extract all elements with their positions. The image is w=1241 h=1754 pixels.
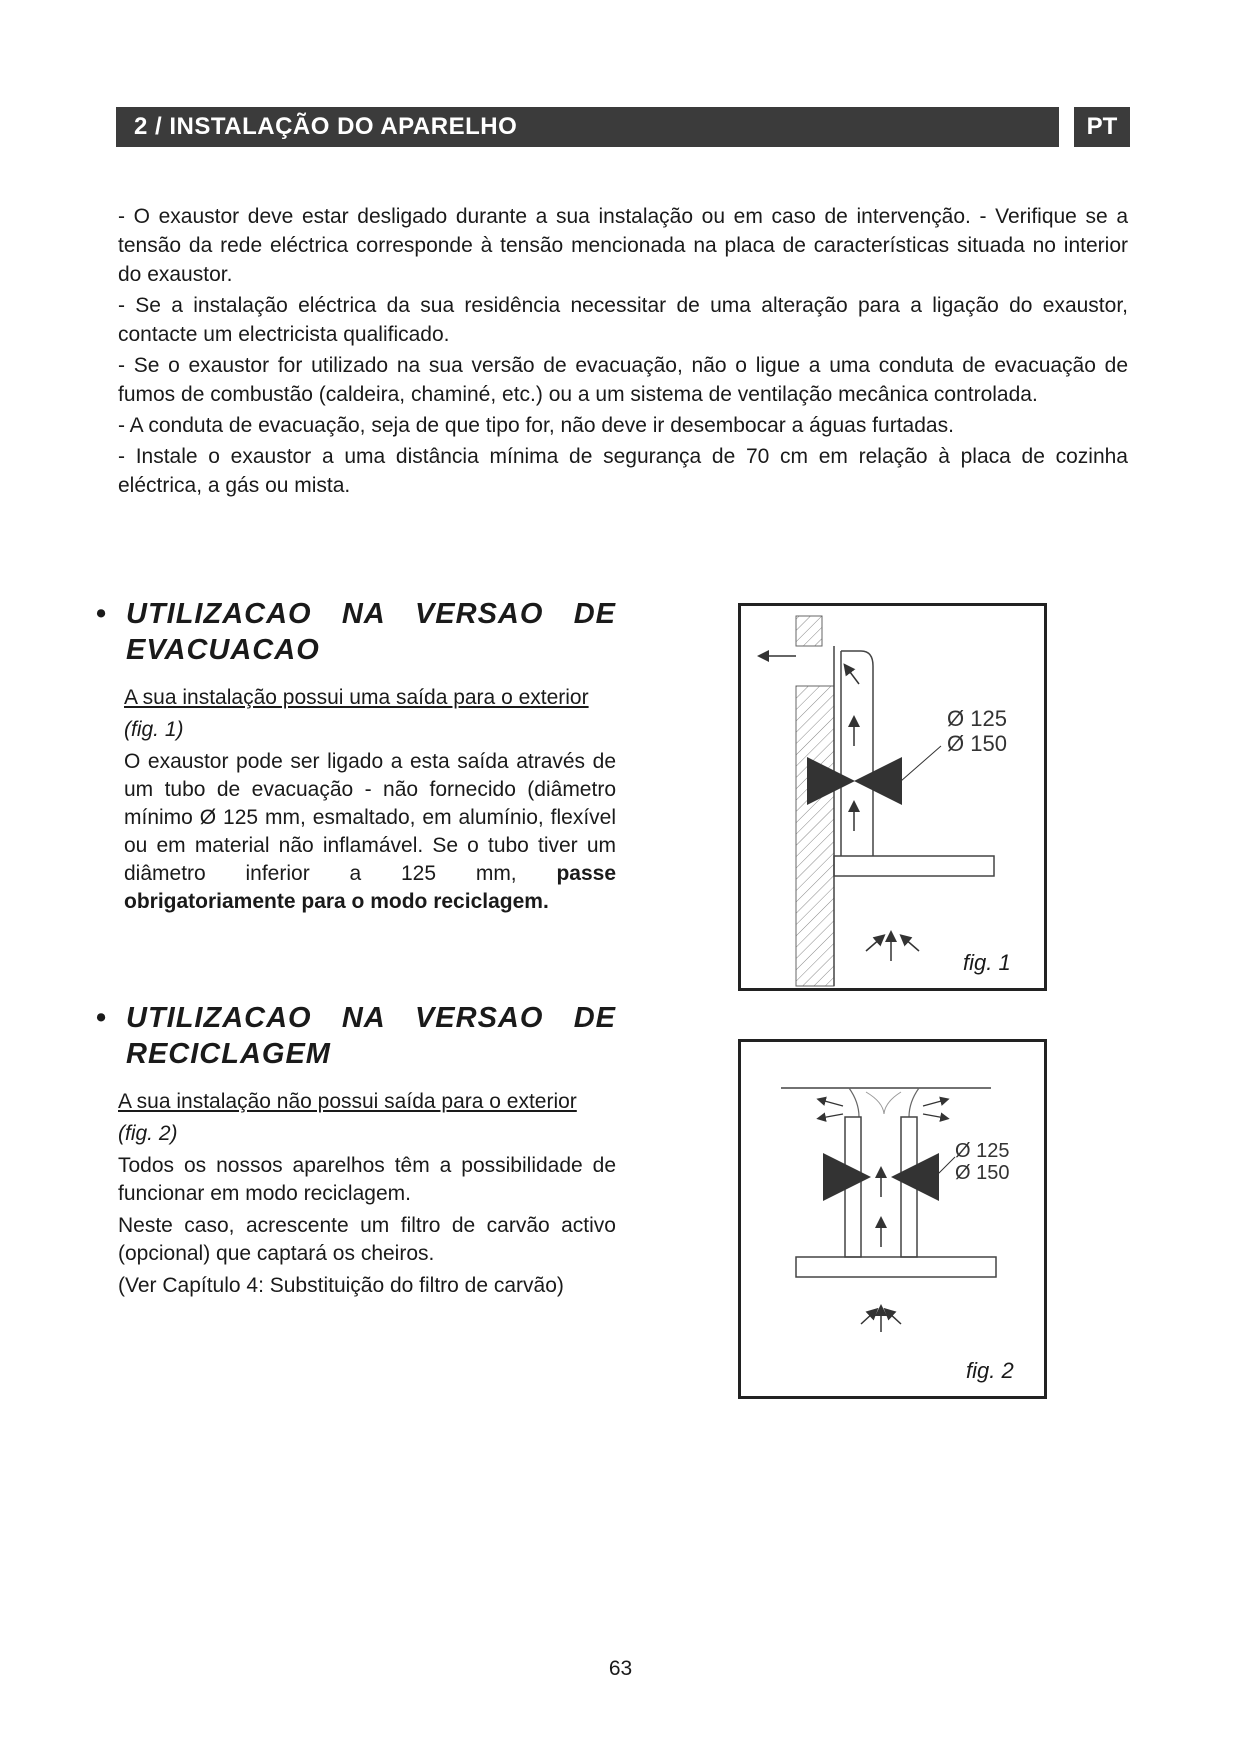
heading-text: UTILIZACAO NA VERSAO DE RECICLAGEM	[126, 1002, 616, 1070]
section-heading	[96, 1000, 616, 1072]
section-heading	[96, 596, 616, 668]
section-paragraph: (Ver Capítulo 4: Substituição do filtro de carvão)	[118, 1274, 564, 1297]
section-title-bar: 2 / INSTALAÇÃO DO APARELHO	[116, 107, 1059, 147]
diameter-label: Ø 125	[955, 1140, 1010, 1162]
intro-paragraph: - Se a instalação eléctrica da sua residência necessitar de uma alteração para a ligação do exaustor, contacte um electricista qualificado.	[118, 294, 1128, 346]
section-paragraph: Neste caso, acrescente um filtro de carvão activo (opcional) que captará os cheiros.	[118, 1214, 616, 1265]
hood-canopy	[796, 1257, 996, 1277]
chimney-left	[845, 1117, 861, 1257]
paragraph-bold-text: passe obrigatoriamente para o modo reciclagem.	[124, 862, 616, 913]
paragraph-text: O exaustor pode ser ligado a esta saída através de um tubo de evacuação - não fornecido (diâmetro mínimo Ø 125 mm, esmaltado, em alumínio, flexível ou em material não inflamável. Se o tubo tiver um diâmetro inferior a 125 mm,	[124, 750, 616, 885]
diameter-label: Ø 125	[947, 706, 1007, 731]
section-evacuation	[96, 596, 616, 916]
intro-paragraph: - O exaustor deve estar desligado durante a sua instalação ou em caso de intervenção. - Verifique se a tensão da rede eléctrica corresponde à tensão mencionada na placa de características situada no interior do exaustor.	[118, 205, 1128, 286]
hood-canopy	[834, 856, 994, 876]
diameter-label: Ø 150	[947, 731, 1007, 756]
heading-text: UTILIZACAO NA VERSAO DE EVACUACAO	[126, 598, 616, 666]
figure-1-evacuation-diagram	[738, 603, 1047, 991]
intro-paragraph: - A conduta de evacuação, seja de que tipo for, não deve ir desembocar a águas furtadas.	[118, 414, 954, 437]
figure-caption: fig. 1	[963, 950, 1011, 975]
chimney-right	[901, 1117, 917, 1257]
section-body	[96, 1088, 616, 1300]
page-number: 63	[608, 1657, 633, 1680]
figure-2-drawing	[741, 1042, 1044, 1396]
diameter-label: Ø 150	[955, 1162, 1010, 1184]
section-paragraph: Todos os nossos aparelhos têm a possibilidade de funcionar em modo reciclagem.	[118, 1154, 616, 1205]
section-subhead: A sua instalação não possui saída para o exterior	[118, 1090, 577, 1113]
intro-text	[118, 202, 1128, 502]
wall-hatch	[796, 686, 834, 986]
figure-caption: fig. 2	[966, 1358, 1014, 1383]
figure-2-recycling-diagram	[738, 1039, 1047, 1399]
section-body	[96, 684, 616, 916]
section-recycling	[96, 1000, 616, 1300]
bullet-icon: •	[96, 598, 108, 630]
section-paragraph	[124, 748, 616, 916]
intro-paragraph: - Instale o exaustor a uma distância mínima de segurança de 70 cm em relação à placa de cozinha eléctrica, a gás ou mista.	[118, 445, 1128, 497]
intro-paragraph: - Se o exaustor for utilizado na sua versão de evacuação, não o ligue a uma conduta de evacuação de fumos de combustão (caldeira, chaminé, etc.) ou a um sistema de ventilação mecânica controlada.	[118, 354, 1128, 406]
figure-1-drawing	[741, 606, 1044, 988]
section-subhead: A sua instalação possui uma saída para o exterior	[124, 686, 589, 709]
figure-reference: (fig. 2)	[118, 1122, 178, 1145]
figure-reference: (fig. 1)	[124, 718, 184, 741]
bullet-icon: •	[96, 1002, 108, 1034]
language-badge: PT	[1074, 107, 1130, 147]
ceiling-hatch	[796, 616, 822, 646]
